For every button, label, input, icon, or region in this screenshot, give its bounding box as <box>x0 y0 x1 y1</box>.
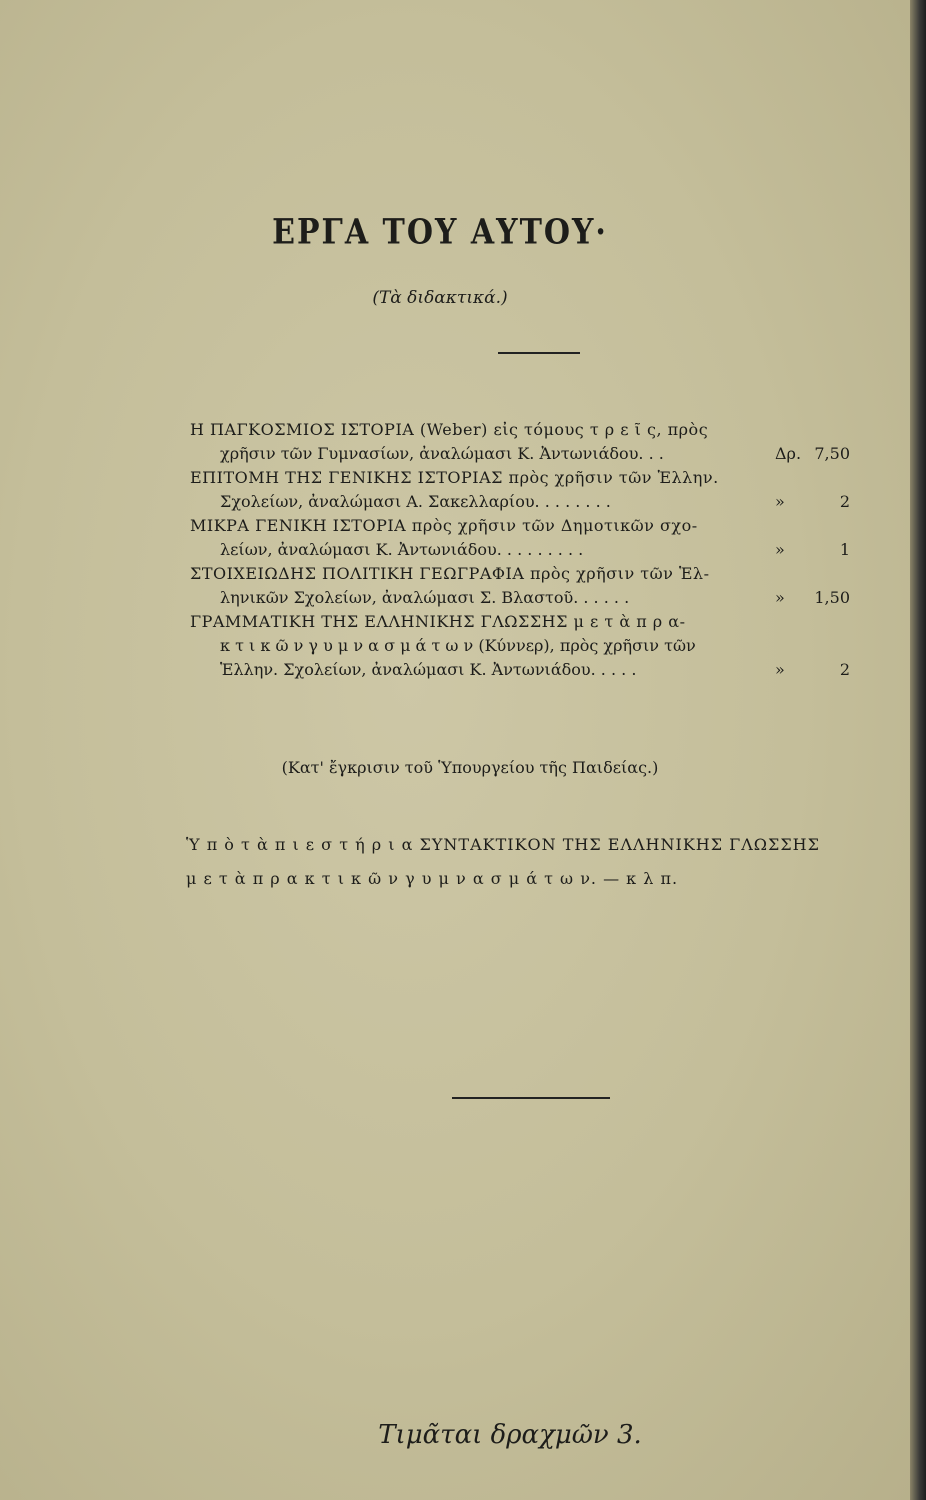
list-item-continuation <box>190 586 870 610</box>
list-item <box>190 562 870 586</box>
price-label: » <box>775 588 785 607</box>
entry-detail: χρῆσιν τῶν Γυμνασίων, ἀναλώμασι Κ. Ἀντωνιάδου. . . <box>220 444 664 463</box>
price-label: » <box>775 540 785 559</box>
page-subtitle: (Τὰ διδακτικά.) <box>372 288 508 308</box>
list-item-continuation <box>190 490 870 514</box>
list-item-continuation <box>190 634 870 658</box>
entry-detail: Ἑλλην. Σχολείων, ἀναλώμασι Κ. Ἀντωνιάδου. . . . . <box>220 660 637 679</box>
page-title: ΕΡΓΑ ΤΟΥ ΑΥΤΟΥ· <box>272 212 608 253</box>
price-value: 7,50 <box>814 444 850 463</box>
list-item <box>190 466 870 490</box>
list-item <box>190 418 870 442</box>
price-label: Δρ. <box>775 444 802 463</box>
entry-title: ΣΤΟΙΧΕΙΩΔΗΣ ΠΟΛΙΤΙΚΗ ΓΕΩΓΡΑΦΙΑ πρὸς χρῆσιν τῶν Ἑλ- <box>190 564 710 583</box>
entry-detail: ληνικῶν Σχολείων, ἀναλώμασι Σ. Βλαστοῦ. . . . . . <box>220 588 630 607</box>
book-price: Τιμᾶται δραχμῶν 3. <box>378 1420 642 1450</box>
top-divider <box>498 352 580 354</box>
page-edge <box>910 0 926 1500</box>
entry-title: ΓΡΑΜΜΑΤΙΚΗ ΤΗΣ ΕΛΛΗΝΙΚΗΣ ΓΛΩΣΣΗΣ μ ε τ ὰ π ρ α- <box>190 612 686 631</box>
in-press-note <box>186 828 910 896</box>
price-value: 2 <box>839 492 850 511</box>
price-value: 1,50 <box>814 588 850 607</box>
entry-title: ΜΙΚΡΑ ΓΕΝΙΚΗ ΙΣΤΟΡΙΑ πρὸς χρῆσιν τῶν Δημοτικῶν σχο- <box>190 516 698 535</box>
price-value: 2 <box>839 660 850 679</box>
list-item <box>190 610 870 634</box>
in-press-line: μ ε τ ὰ π ρ α κ τ ι κ ῶ ν γ υ μ ν α σ μ ά τ ω ν. — κ λ π. <box>186 869 679 888</box>
price-label: » <box>775 660 785 679</box>
list-item-continuation <box>190 658 870 682</box>
list-item <box>190 514 870 538</box>
bottom-divider <box>452 1097 610 1099</box>
list-item-continuation <box>190 538 870 562</box>
approval-note: (Κατ' ἔγκρισιν τοῦ Ὑπουργείου τῆς Παιδείας.) <box>281 758 659 777</box>
price-label: » <box>775 492 785 511</box>
list-item-continuation <box>190 442 870 466</box>
in-press-line: Ὑ π ὸ τ ὰ π ι ε σ τ ή ρ ι α ΣΥΝΤΑΚΤΙΚΟΝ ΤΗΣ ΕΛΛΗΝΙΚΗΣ ΓΛΩΣΣΗΣ <box>186 835 820 854</box>
entry-title: ΕΠΙΤΟΜΗ ΤΗΣ ΓΕΝΙΚΗΣ ΙΣΤΟΡΙΑΣ πρὸς χρῆσιν τῶν Ἑλλην. <box>190 468 719 487</box>
entry-detail: κ τ ι κ ῶ ν γ υ μ ν α σ μ ά τ ω ν (Κύννερ), πρὸς χρῆσιν τῶν <box>220 636 696 655</box>
entry-detail: λείων, ἀναλώμασι Κ. Ἀντωνιάδου. . . . . . . . . <box>220 540 584 559</box>
works-list <box>190 418 870 682</box>
entry-title: Η ΠΑΓΚΟΣΜΙΟΣ ΙΣΤΟΡΙΑ (Weber) εἰς τόμους τ ρ ε ῖ ς, πρὸς <box>190 420 709 439</box>
price-value: 1 <box>839 540 850 559</box>
entry-detail: Σχολείων, ἀναλώμασι Α. Σακελλαρίου. . . . . . . . <box>220 492 611 511</box>
